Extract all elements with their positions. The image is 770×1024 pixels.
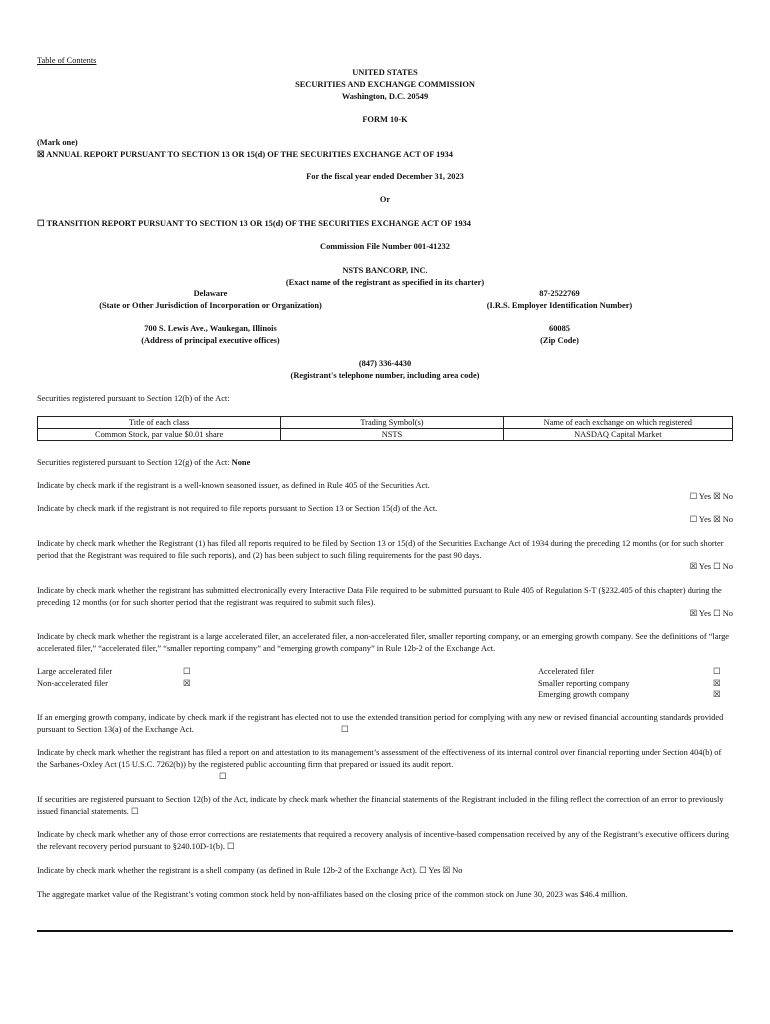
answer-not-required: ☐ Yes ☒ No bbox=[689, 515, 733, 524]
question-error-correction: If securities are registered pursuant to Section 12(b) of the Act, indicate by check mark whether the financial statements of the Registrant included in the filing reflect the correction of an error to previously issued financial statements. ☐ bbox=[37, 795, 724, 816]
section-12g-label: Securities registered pursuant to Section 12(g) of the Act: bbox=[37, 458, 230, 467]
mark-one: (Mark one) bbox=[37, 138, 78, 147]
answer-interactive-data: ☒ Yes ☐ No bbox=[689, 609, 733, 618]
question-filed-reports: Indicate by check mark whether the Registrant (1) has filed all reports required to be filed by Section 13 or 15(d) of the Securities Exchange Act of 1934 during the preceding 12 months (or for such shorter period that the Registrant was required to file such reports), and (2) has been subject to such filing requirements for the past 90 days. bbox=[37, 539, 724, 560]
transition-report-checkbox-line: ☐ TRANSITION REPORT PURSUANT TO SECTION 13 OR 15(d) OF THE SECURITIES EXCHANGE ACT OF 1934 bbox=[37, 219, 471, 228]
table-row bbox=[38, 429, 733, 441]
section-12g-value: None bbox=[231, 458, 251, 467]
table-header-cell: Trading Symbol(s) bbox=[281, 417, 503, 429]
filer-non-accelerated-label: Non-accelerated filer bbox=[37, 679, 108, 688]
question-not-required: Indicate by check mark if the registrant is not required to file reports pursuant to Section 13 or Section 15(d) of the Act. bbox=[37, 504, 438, 513]
registrant-name: NSTS BANCORP, INC. bbox=[342, 266, 428, 275]
bottom-rule bbox=[37, 930, 733, 932]
answer-filed-reports: ☒ Yes ☐ No bbox=[689, 562, 733, 571]
address-value: 700 S. Lewis Ave., Waukegan, Illinois bbox=[144, 324, 277, 333]
irs-caption: (I.R.S. Employer Identification Number) bbox=[486, 301, 633, 310]
table-cell: NSTS bbox=[281, 429, 503, 441]
question-filer-status: Indicate by check mark whether the registrant is a large accelerated filer, an accelerated filer, a non-accelerated filer, smaller reporting company, or an emerging growth company. See the definitions of “large accelerated filer,” “accelerated filer,” “smaller reporting company” and “emerging growth company” in Rule 12b-2 of the Exchange Act. bbox=[37, 632, 730, 653]
state-caption: (State or Other Jurisdiction of Incorporation or Organization) bbox=[99, 301, 322, 310]
question-attestation: Indicate by check mark whether the registrant has filed a report on and attestation to its management’s assessment of the effectiveness of its internal control over financial reporting under Section 404(b) of the Sarbanes-Oxley Act (15 U.S.C. 7262(b)) by the registered public accounting firm that prepared or issued its audit report. bbox=[37, 748, 722, 769]
section-12g-line bbox=[37, 457, 250, 469]
header-sec: SECURITIES AND EXCHANGE COMMISSION bbox=[295, 80, 475, 89]
header-location: Washington, D.C. 20549 bbox=[341, 92, 429, 101]
filer-emerging-growth-checkbox: ☒ bbox=[713, 690, 721, 699]
answer-attestation-checkbox: ☐ bbox=[219, 772, 227, 781]
filer-smaller-reporting-label: Smaller reporting company bbox=[538, 679, 630, 688]
commission-file-number: Commission File Number 001-41232 bbox=[320, 242, 450, 251]
header-united-states: UNITED STATES bbox=[352, 68, 418, 77]
phone-caption: (Registrant's telephone number, including area code) bbox=[290, 371, 480, 380]
filer-accelerated-checkbox: ☐ bbox=[713, 667, 721, 676]
zip-caption: (Zip Code) bbox=[540, 336, 579, 345]
question-wksi: Indicate by check mark if the registrant is a well-known seasoned issuer, as defined in Rule 405 of the Securities Act. bbox=[37, 481, 430, 490]
question-restatement: Indicate by check mark whether any of those error corrections are restatements that required a recovery analysis of incentive-based compensation received by any of the Registrant’s executive officers during the relevant recovery period pursuant to §240.10D-1(b). ☐ bbox=[37, 830, 729, 851]
securities-table bbox=[37, 416, 733, 441]
table-cell: NASDAQ Capital Market bbox=[503, 429, 732, 441]
answer-emerging-growth-checkbox: ☐ bbox=[341, 725, 349, 734]
annual-report-checkbox-line: ☒ ANNUAL REPORT PURSUANT TO SECTION 13 OR 15(d) OF THE SECURITIES EXCHANGE ACT OF 1934 bbox=[37, 150, 453, 159]
address-caption: (Address of principal executive offices) bbox=[141, 336, 280, 345]
filer-accelerated-label: Accelerated filer bbox=[538, 667, 595, 676]
registrant-name-caption: (Exact name of the registrant as specified in its charter) bbox=[285, 278, 485, 287]
table-cell: Common Stock, par value $0.01 share bbox=[38, 429, 281, 441]
irs-number: 87-2522769 bbox=[539, 289, 580, 298]
table-header-cell: Name of each exchange on which registered bbox=[503, 417, 732, 429]
answer-wksi: ☐ Yes ☒ No bbox=[689, 492, 733, 501]
filer-emerging-growth-label: Emerging growth company bbox=[538, 690, 630, 699]
table-of-contents-link[interactable]: Table of Contents bbox=[37, 56, 97, 65]
section-12b-label: Securities registered pursuant to Section 12(b) of the Act: bbox=[37, 394, 230, 403]
zip-value: 60085 bbox=[549, 324, 570, 333]
filer-smaller-reporting-checkbox: ☒ bbox=[713, 679, 721, 688]
form-title: FORM 10-K bbox=[362, 115, 408, 124]
question-shell-company: Indicate by check mark whether the registrant is a shell company (as defined in Rule 12b-2 of the Exchange Act). ☐ Yes ☒ No bbox=[37, 866, 463, 875]
filer-large-accelerated-label: Large accelerated filer bbox=[37, 667, 113, 676]
or-separator: Or bbox=[379, 195, 391, 204]
question-interactive-data: Indicate by check mark whether the registrant has submitted electronically every Interactive Data File required to be submitted pursuant to Rule 405 of Regulation S-T (§232.405 of this chapter) during the preceding 12 months (or for such shorter period that the registrant was required to submit such files). bbox=[37, 586, 722, 607]
table-header-row bbox=[38, 417, 733, 429]
table-header-cell: Title of each class bbox=[38, 417, 281, 429]
question-emerging-growth: If an emerging growth company, indicate by check mark if the registrant has elected not to use the extended transition period for complying with any new or revised financial accounting standards provided pursuant to Section 13(a) of the Exchange Act. bbox=[37, 713, 724, 734]
market-value-statement: The aggregate market value of the Registrant’s voting common stock held by non-affiliates based on the closing price of the common stock on June 30, 2023 was $46.4 million. bbox=[37, 890, 628, 899]
filer-non-accelerated-checkbox: ☒ bbox=[183, 679, 191, 688]
state-value: Delaware bbox=[193, 289, 228, 298]
fiscal-year: For the fiscal year ended December 31, 2023 bbox=[306, 172, 464, 181]
filer-large-accelerated-checkbox: ☐ bbox=[183, 667, 191, 676]
phone-value: (847) 336-4430 bbox=[358, 359, 412, 368]
